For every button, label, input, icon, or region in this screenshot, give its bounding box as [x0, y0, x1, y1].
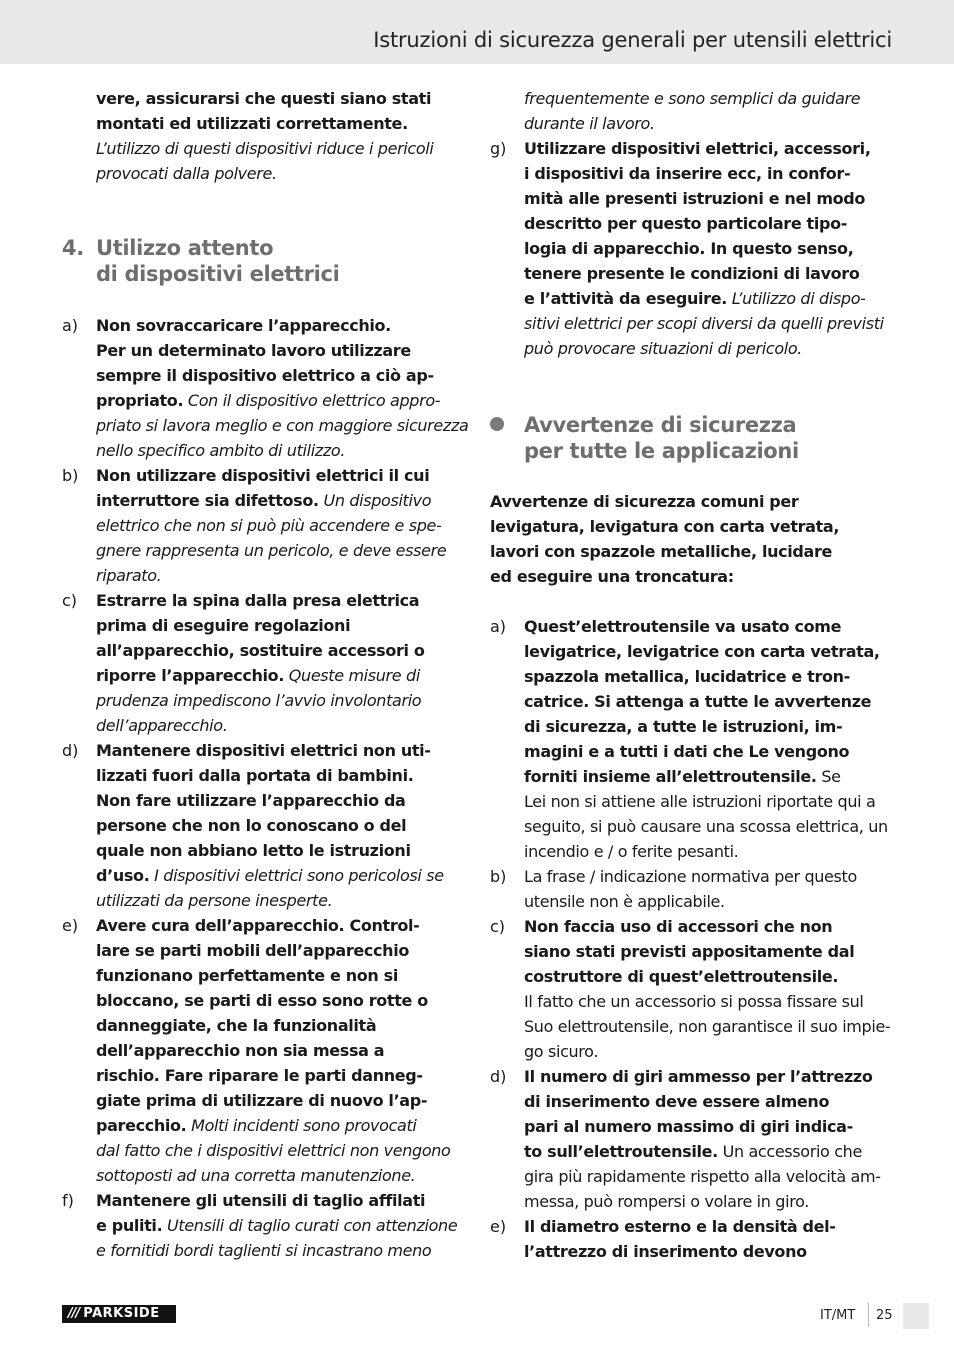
bold-text: to sull’elettroutensile. [524, 1142, 718, 1161]
text-line: montati ed utilizzati correttamente. [96, 114, 408, 133]
parkside-logo [62, 1305, 176, 1323]
text-line [96, 488, 462, 513]
italic-text: nello specifico ambito di utilizzo. [96, 441, 346, 460]
section-number: 4. [62, 236, 84, 260]
bold-text: e l’attività da eseguire. [524, 289, 727, 308]
list-item [490, 614, 890, 864]
text-line [524, 336, 890, 361]
text-line [96, 738, 462, 763]
bold-text: di inserimento deve essere almeno [524, 1092, 830, 1111]
item-marker: e) [490, 1217, 507, 1236]
text-line [524, 664, 890, 689]
italic-text: gnere rappresenta un pericolo, e deve essere [96, 541, 447, 560]
text-line [96, 813, 462, 838]
body-text: incendio e / o ferite pesanti. [524, 842, 739, 861]
text-line [96, 1188, 462, 1213]
left-item-list [62, 313, 469, 1263]
page-title: Istruzioni di sicurezza generali per utensili elettrici [373, 28, 892, 52]
item-marker: c) [62, 591, 78, 610]
bold-text: sempre il dispositivo elettrico a ciò ap- [96, 366, 434, 385]
bold-text: Estrarre la spina dalla presa elettrica [96, 591, 420, 610]
item-marker: a) [62, 316, 79, 335]
italic-text: priato si lavora meglio e con maggiore sicurezza [96, 416, 469, 435]
text-line: frequentemente e sono semplici da guidare [524, 89, 861, 108]
text-line [96, 688, 462, 713]
bold-text: costruttore di quest’elettroutensile. [524, 967, 839, 986]
italic-text: riparato. [96, 566, 162, 585]
list-item [62, 313, 469, 463]
text-line [96, 888, 462, 913]
bold-text: danneggiate, che la funzionalità [96, 1016, 377, 1035]
italic-text: può provocare situazioni di pericolo. [524, 339, 803, 358]
text-line [524, 261, 890, 286]
text-line [96, 988, 462, 1013]
text-line [96, 513, 462, 538]
bullet-icon [490, 417, 504, 431]
heading-line: per tutte le applicazioni [524, 439, 799, 463]
logo-mark: /// [68, 1306, 80, 1321]
bold-text: pari al numero massimo di giri indica- [524, 1117, 853, 1136]
bold-text: interruttore sia difettoso. [96, 491, 319, 510]
text-line [524, 211, 890, 236]
bold-text: Non faccia uso di accessori che non [524, 917, 833, 936]
bold-text: mità alle presenti istruzioni e nel modo [524, 189, 866, 208]
italic-text: Utensili di taglio curati con attenzione [162, 1216, 458, 1235]
text-line [524, 714, 890, 739]
text-line [524, 614, 890, 639]
text-line [96, 1138, 462, 1163]
item-g [490, 136, 890, 361]
section-heading-applications [490, 412, 890, 464]
bold-text: Non fare utilizzare l’apparecchio da [96, 791, 406, 810]
body-text: Il fatto che un accessorio si possa fissare sul [524, 992, 864, 1011]
text-line [524, 311, 890, 336]
bold-text: propriato. [96, 391, 184, 410]
bold-text: persone che non lo conoscano o del [96, 816, 407, 835]
text-line [96, 1088, 462, 1113]
text-line: L’utilizzo di questi dispositivi riduce i pericoli [96, 139, 434, 158]
page-number: 25 [876, 1308, 893, 1323]
bold-text: giate prima di utilizzare di nuovo l’ap- [96, 1091, 428, 1110]
bold-text: spazzola metallica, lucidatrice e tron- [524, 667, 850, 686]
text-line [96, 963, 462, 988]
item-marker: e) [62, 916, 79, 935]
body-text: messa, può rompersi o volare in giro. [524, 1192, 809, 1211]
text-line [524, 1014, 890, 1039]
body-text: Lei non si attiene alle istruzioni riportate qui a [524, 792, 876, 811]
bold-text: di sicurezza, a tutte le istruzioni, im- [524, 717, 843, 736]
bold-text: Utilizzare dispositivi elettrici, accessori, [524, 139, 871, 158]
right-column [490, 86, 890, 1264]
italic-text: sottoposti ad una corretta manutenzione. [96, 1166, 416, 1185]
body-text: go sicuro. [524, 1042, 599, 1061]
list-item [62, 738, 462, 913]
italic-text: Queste misure di [284, 666, 420, 685]
bold-text: Per un determinato lavoro utilizzare [96, 341, 411, 360]
intro-bold [62, 86, 462, 136]
bold-text: Il diametro esterno e la densità del- [524, 1217, 836, 1236]
text-line [96, 638, 462, 663]
text-line [96, 863, 462, 888]
heading-line: di dispositivi elettrici [96, 262, 340, 286]
text-line [524, 1039, 890, 1064]
bold-text: forniti insieme all’elettroutensile. [524, 767, 817, 786]
bold-text: lizzati fuori dalla portata di bambini. [96, 766, 414, 785]
italic-text: utilizzati da persone inesperte. [96, 891, 333, 910]
italic-text: sitivi elettrici per scopi diversi da quelli previsti [524, 314, 884, 333]
body-text: utensile non è applicabile. [524, 892, 725, 911]
list-item [490, 864, 890, 914]
bold-text: lare se parti mobili dell’apparecchio [96, 941, 410, 960]
text-line [96, 913, 462, 938]
bold-text: quale non abbiano letto le istruzioni [96, 841, 411, 860]
italic-text: Un dispositivo [318, 491, 432, 510]
text-line [96, 413, 469, 438]
text-line [96, 388, 462, 413]
body-text: Suo elettroutensile, non garantisce il suo impie- [524, 1017, 891, 1036]
common-warnings-lead [490, 489, 890, 589]
bold-text: rischio. Fare riparare le parti danneg- [96, 1066, 423, 1085]
continuation-italic [490, 86, 890, 136]
text-line [96, 313, 462, 338]
heading-line: Avvertenze di sicurezza [524, 413, 797, 437]
text-line [96, 1113, 462, 1138]
italic-text: I dispositivi elettrici sono pericolosi se [149, 866, 444, 885]
bold-text: i dispositivi da inserire ecc, in confor- [524, 164, 851, 183]
body-text: seguito, si può causare una scossa elettrica, un [524, 817, 888, 836]
italic-text: Molti incidenti sono provocati [186, 1116, 417, 1135]
bold-text: siano stati previsti appositamente dal [524, 942, 855, 961]
text-line [524, 1064, 890, 1089]
text-line [96, 438, 462, 463]
text-line [96, 1213, 462, 1238]
text-line [96, 763, 462, 788]
text-line [96, 538, 462, 563]
logo-text: PARKSIDE [83, 1306, 160, 1321]
text-line [524, 136, 890, 161]
bold-text: descritto per questo particolare tipo- [524, 214, 848, 233]
text-line [524, 1089, 890, 1114]
text-line: vere, assicurarsi che questi siano stati [96, 89, 432, 108]
italic-text: elettrico che non si può più accendere e spe- [96, 516, 442, 535]
text-line [524, 186, 890, 211]
list-item [62, 1188, 462, 1263]
text-line [524, 889, 890, 914]
text-line [96, 713, 462, 738]
footer-tab-box [903, 1303, 929, 1329]
bold-text: Il numero di giri ammesso per l’attrezzo [524, 1067, 873, 1086]
bold-text: l’attrezzo di inserimento devono [524, 1242, 807, 1261]
text-line [524, 739, 890, 764]
list-item [62, 588, 462, 738]
list-item [490, 136, 890, 361]
italic-text: L’utilizzo di dispo- [726, 289, 866, 308]
bold-text: all’apparecchio, sostituire accessori o [96, 641, 425, 660]
bold-text: d’uso. [96, 866, 150, 885]
bold-text: e puliti. [96, 1216, 163, 1235]
bold-text: Non utilizzare dispositivi elettrici il cui [96, 466, 430, 485]
list-item [62, 913, 462, 1188]
text-line [524, 1189, 890, 1214]
text-line [524, 1214, 890, 1239]
text-line [96, 338, 462, 363]
bold-text: bloccano, se parti di esso sono rotte o [96, 991, 428, 1010]
bold-text: prima di eseguire regolazioni [96, 616, 351, 635]
bold-text: Quest’elettroutensile va usato come [524, 617, 842, 636]
italic-text: prudenza impediscono l’avvio involontario [96, 691, 422, 710]
text-line [524, 814, 890, 839]
text-line [524, 914, 890, 939]
text-line [524, 286, 890, 311]
text-line [96, 588, 462, 613]
item-marker: f) [62, 1191, 74, 1210]
item-marker: d) [62, 741, 79, 760]
text-line [96, 788, 462, 813]
text-line: levigatura, levigatura con carta vetrata, [490, 517, 840, 536]
text-line [96, 363, 462, 388]
intro-italic [62, 136, 462, 186]
italic-text: e fornitidi bordi taglienti si incastrano meno [96, 1241, 432, 1260]
text-line: lavori con spazzole metalliche, lucidare [490, 542, 833, 561]
bold-text: funzionano perfettamente e non si [96, 966, 398, 985]
page-header [0, 0, 954, 64]
text-line [96, 1063, 462, 1088]
bold-text: magini e a tutti i dati che Le vengono [524, 742, 850, 761]
italic-text: Con il dispositivo elettrico appro- [183, 391, 441, 410]
bold-text: Mantenere dispositivi elettrici non uti- [96, 741, 431, 760]
text-line [96, 1013, 462, 1038]
text-line [96, 1038, 462, 1063]
italic-text: dal fatto che i dispositivi elettrici non vengono [96, 1141, 451, 1160]
list-item [490, 1064, 890, 1214]
text-line [524, 161, 890, 186]
footer-divider [868, 1303, 869, 1327]
text-line [524, 1164, 890, 1189]
text-line [96, 463, 462, 488]
bold-text: parecchio. [96, 1116, 187, 1135]
italic-text: dell’apparecchio. [96, 716, 228, 735]
left-column [62, 86, 469, 1263]
text-line [96, 613, 462, 638]
body-text: Un accessorio che [717, 1142, 862, 1161]
text-line [524, 1114, 890, 1139]
bold-text: levigatrice, levigatrice con carta vetrata, [524, 642, 880, 661]
bold-text: Non sovraccaricare l’apparecchio. [96, 316, 391, 335]
text-line [524, 639, 890, 664]
list-item [62, 463, 462, 588]
body-text: La frase / indicazione normativa per questo [524, 867, 857, 886]
text-line: Avvertenze di sicurezza comuni per [490, 492, 799, 511]
item-marker: a) [490, 617, 507, 636]
bold-text: logia di apparecchio. In questo senso, [524, 239, 854, 258]
text-line [96, 1238, 462, 1263]
text-line [524, 236, 890, 261]
text-line [524, 1139, 890, 1164]
item-marker: b) [62, 466, 79, 485]
right-item-list [490, 614, 890, 1264]
item-marker: g) [490, 139, 507, 158]
text-line: provocati dalla polvere. [96, 164, 277, 183]
text-line [524, 939, 890, 964]
body-text: Se [816, 767, 841, 786]
item-marker: c) [490, 917, 506, 936]
text-line [524, 1239, 890, 1264]
list-item [490, 1214, 890, 1264]
text-line [96, 663, 462, 688]
item-marker: d) [490, 1067, 507, 1086]
text-line [96, 1163, 462, 1188]
bold-text: Mantenere gli utensili di taglio affilati [96, 1191, 426, 1210]
bold-text: riporre l’apparecchio. [96, 666, 285, 685]
language-code: IT/MT [820, 1308, 856, 1323]
bold-text: Avere cura dell’apparecchio. Control- [96, 916, 420, 935]
list-item [490, 914, 890, 1064]
bold-text: tenere presente le condizioni di lavoro [524, 264, 860, 283]
heading-line: Utilizzo attento [96, 236, 274, 260]
text-line [524, 689, 890, 714]
text-line: durante il lavoro. [524, 114, 655, 133]
text-line [96, 838, 462, 863]
text-line [524, 839, 890, 864]
text-line [524, 764, 890, 789]
text-line [524, 789, 890, 814]
text-line [524, 964, 890, 989]
text-line [524, 864, 890, 889]
section-heading-4 [62, 235, 462, 287]
text-line [524, 989, 890, 1014]
item-marker: b) [490, 867, 507, 886]
body-text: gira più rapidamente rispetto alla velocità am- [524, 1167, 881, 1186]
bold-text: dell’apparecchio non sia messa a [96, 1041, 385, 1060]
text-line: ed eseguire una troncatura: [490, 567, 734, 586]
bold-text: catrice. Si attenga a tutte le avvertenze [524, 692, 872, 711]
text-line [96, 938, 462, 963]
text-line [96, 563, 462, 588]
